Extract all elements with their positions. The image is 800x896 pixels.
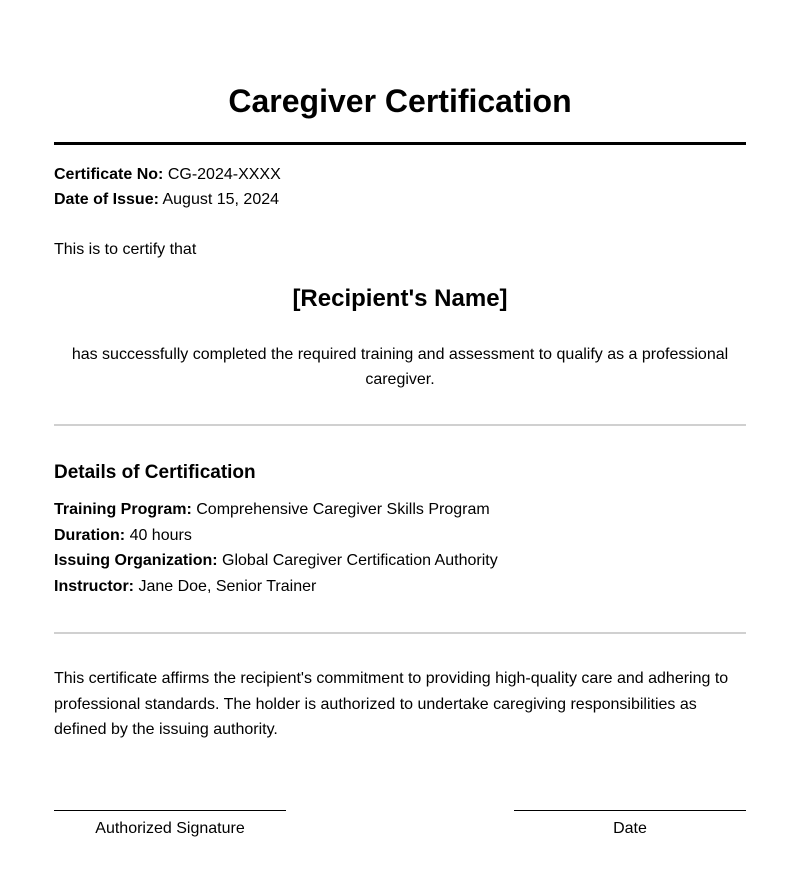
detail-training-program bbox=[54, 500, 490, 520]
date-signature-label: Date bbox=[613, 820, 647, 837]
date-signature-line bbox=[514, 810, 746, 811]
certificate-page bbox=[54, 0, 746, 896]
detail-value: Jane Doe, Senior Trainer bbox=[138, 578, 317, 595]
certificate-number bbox=[54, 165, 281, 185]
authorized-signature-label: Authorized Signature bbox=[95, 820, 245, 837]
detail-value: Global Caregiver Certification Authority bbox=[222, 552, 498, 569]
detail-value: 40 hours bbox=[129, 527, 192, 544]
detail-instructor bbox=[54, 577, 316, 597]
date-of-issue-value: August 15, 2024 bbox=[162, 191, 280, 208]
certificate-number-value: CG-2024-XXXX bbox=[167, 166, 281, 183]
detail-label: Instructor: bbox=[54, 578, 134, 595]
section-divider bbox=[54, 632, 746, 634]
recipient-name: [Recipient's Name] bbox=[292, 285, 508, 312]
detail-label: Training Program: bbox=[54, 501, 192, 518]
affirmation-paragraph: This certificate affirms the recipient's commitment to providing high-quality care and adhering to professional standards. The holder is authorized to undertake caregiving responsibilities as defined by the issuing authority. bbox=[54, 670, 729, 739]
date-of-issue bbox=[54, 190, 279, 210]
authorized-signature-line bbox=[54, 810, 286, 811]
detail-label: Duration: bbox=[54, 527, 126, 544]
detail-label: Issuing Organization: bbox=[54, 552, 218, 569]
detail-issuing-organization bbox=[54, 551, 498, 571]
title-divider bbox=[54, 142, 746, 145]
certificate-title: Caregiver Certification bbox=[228, 83, 572, 119]
detail-duration bbox=[54, 526, 192, 546]
completion-statement: has successfully completed the required training and assessment to qualify as a professional caregiver. bbox=[71, 346, 729, 388]
detail-value: Comprehensive Caregiver Skills Program bbox=[196, 501, 490, 518]
details-heading: Details of Certification bbox=[54, 462, 256, 483]
section-divider bbox=[54, 424, 746, 426]
certificate-number-label: Certificate No: bbox=[54, 166, 164, 183]
date-of-issue-label: Date of Issue: bbox=[54, 191, 159, 208]
certify-intro: This is to certify that bbox=[54, 241, 197, 258]
